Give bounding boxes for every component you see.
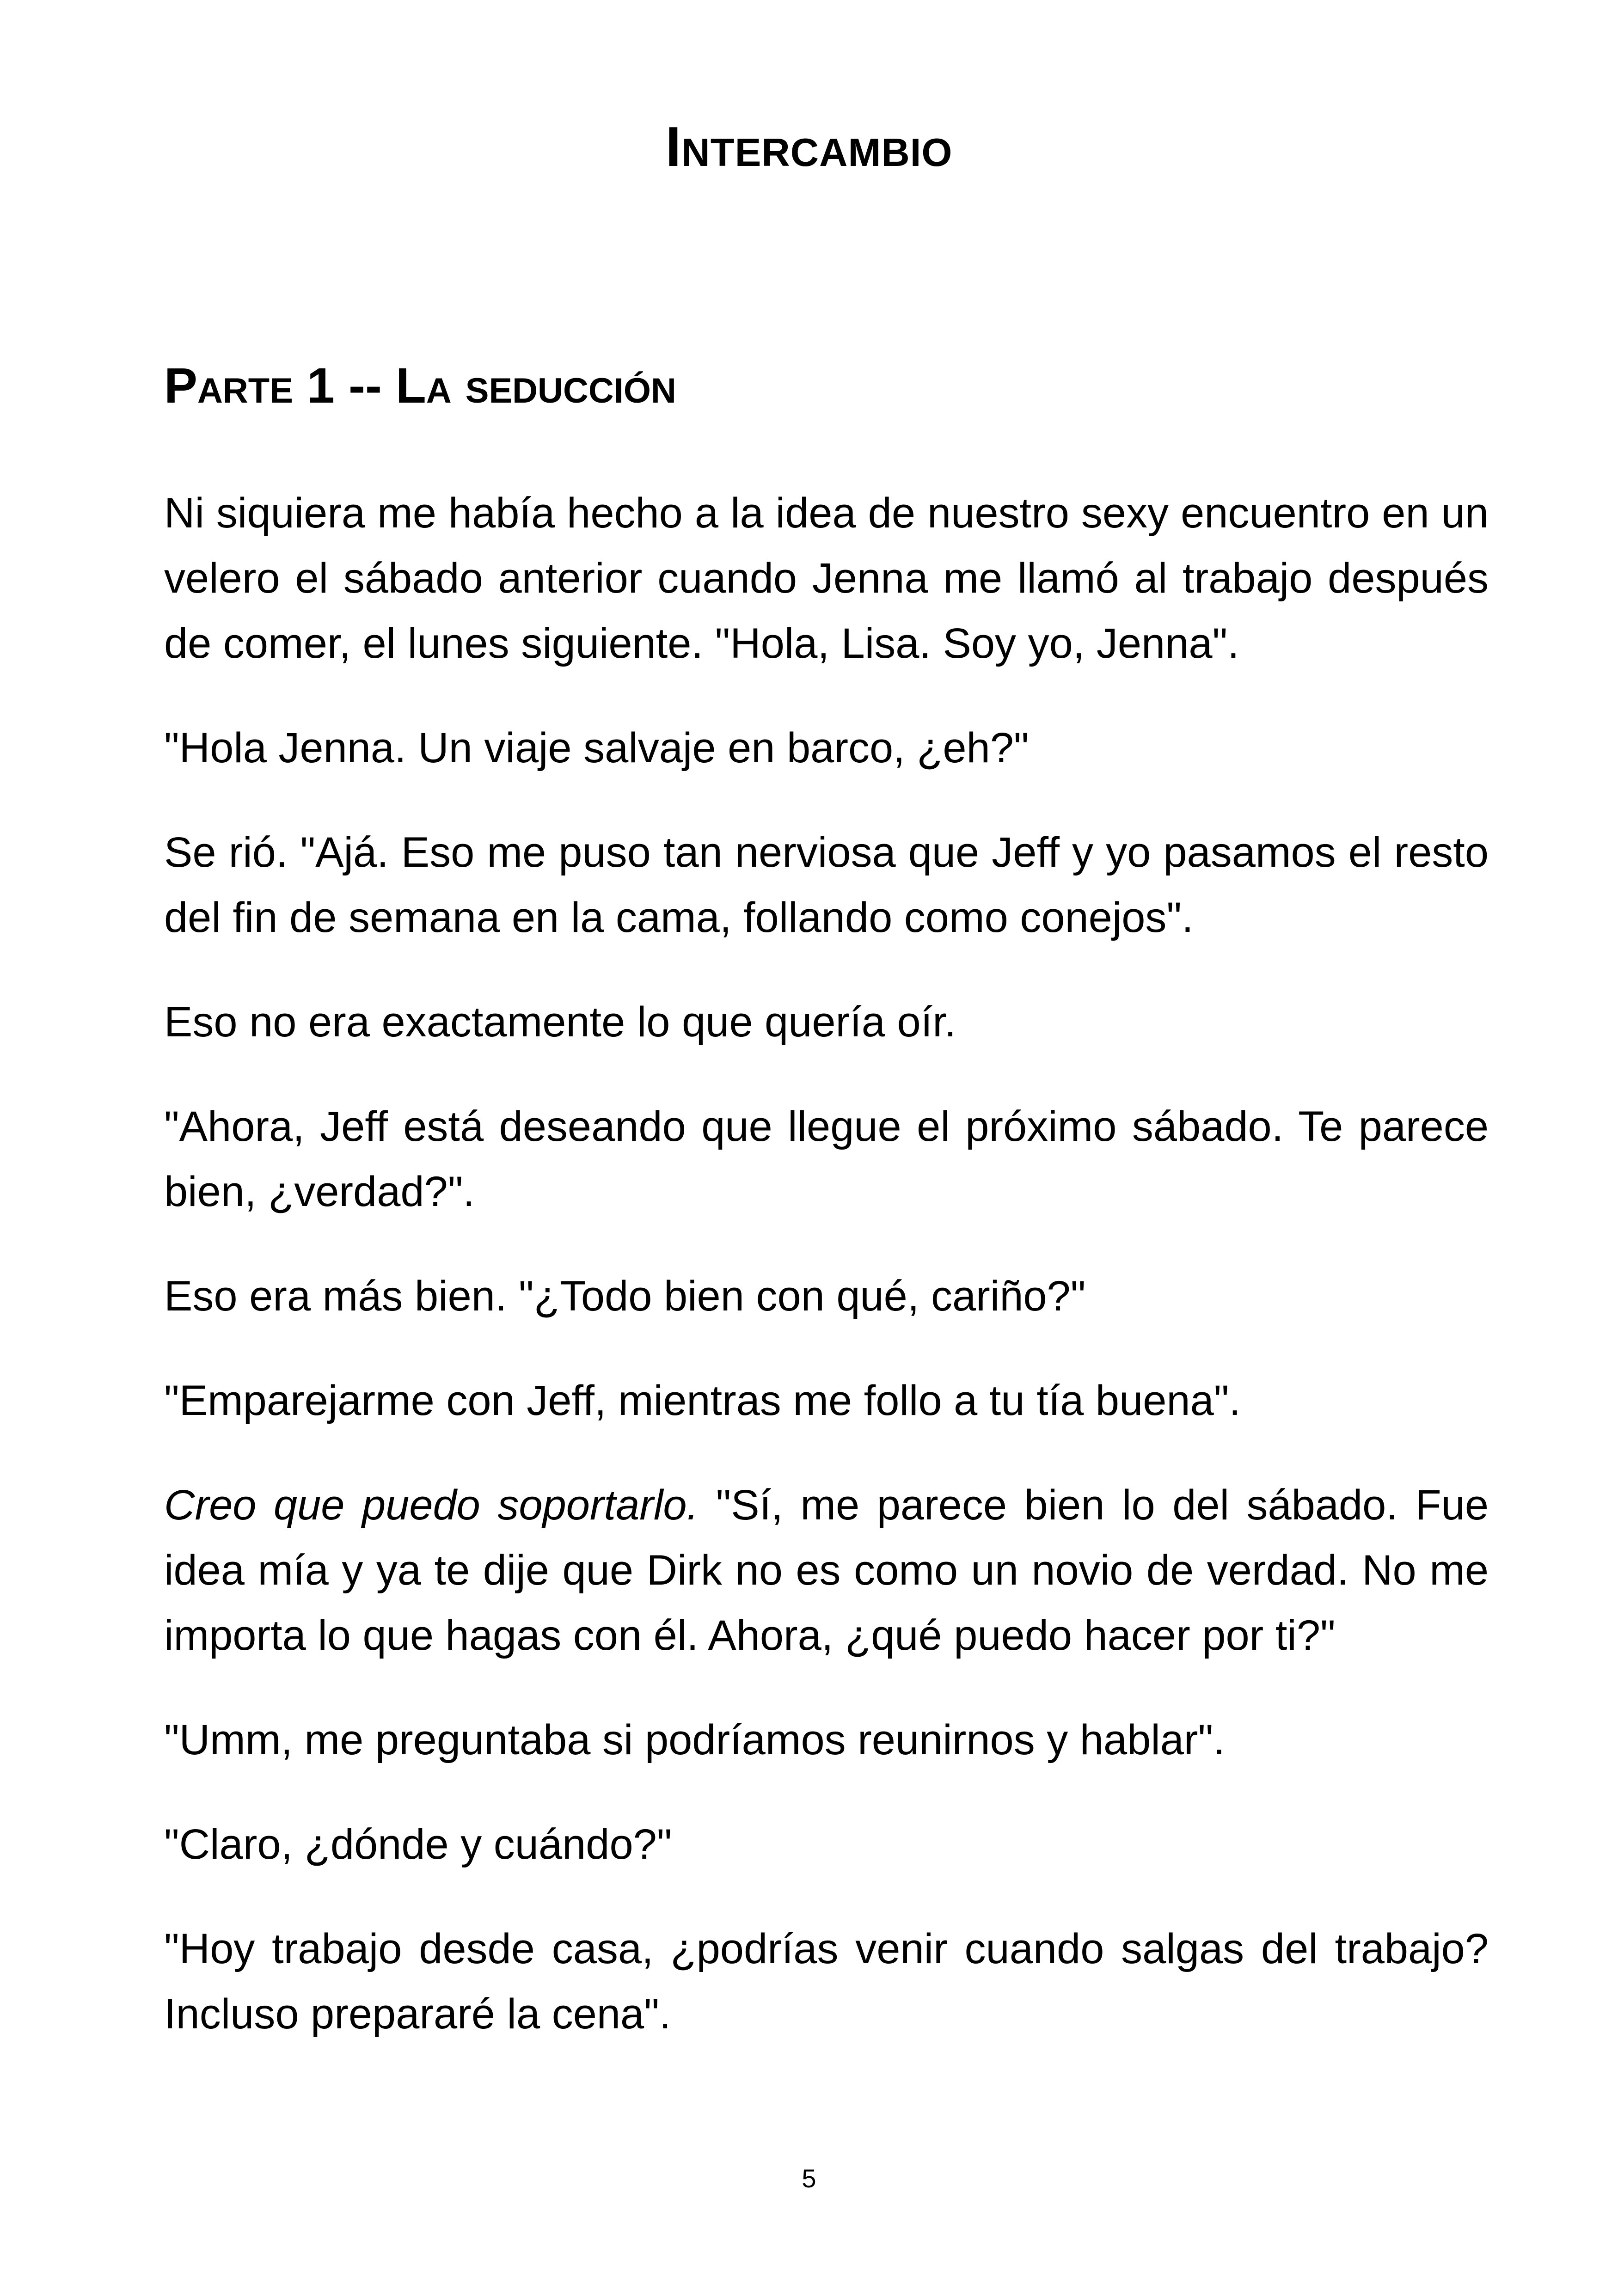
paragraph-4: Eso no era exactamente lo que quería oír.: [164, 998, 956, 1046]
paragraph-6: Eso era más bien. "¿Todo bien con qué, cariño?": [164, 1273, 1086, 1320]
paragraph-8: Creo que puedo soportarlo. "Sí, me parece bien lo del sábado. Fue idea mía y ya te dije que Dirk no es como un novio de verdad. No me importa lo que hagas con él. Ahora, ¿qué puedo hacer por ti?": [164, 1482, 1489, 1659]
italic-thought: Creo que puedo soportarlo.: [164, 1482, 699, 1529]
paragraph-11: "Hoy trabajo desde casa, ¿podrías venir cuando salgas del trabajo? Incluso prepararé la cena".: [164, 1925, 1489, 2038]
paragraph-2: "Hola Jenna. Un viaje salvaje en barco, ¿eh?": [164, 724, 1029, 771]
book-title: Intercambio: [665, 115, 953, 178]
paragraph-3: Se rió. "Ajá. Eso me puso tan nerviosa que Jeff y yo pasamos el resto del fin de semana en la cama, follando como conejos".: [164, 829, 1489, 941]
paragraph-9: "Umm, me preguntaba si podríamos reunirnos y hablar".: [164, 1716, 1225, 1763]
paragraph-5: "Ahora, Jeff está deseando que llegue el próximo sábado. Te parece bien, ¿verdad?".: [164, 1103, 1489, 1215]
paragraph-1: Ni siquiera me había hecho a la idea de nuestro sexy encuentro en un velero el sábado anterior cuando Jenna me llamó al trabajo después de comer, el lunes siguiente. "Hola, Lisa. Soy yo, Jenna".: [164, 490, 1489, 667]
paragraph-10: "Claro, ¿dónde y cuándo?": [164, 1821, 672, 1868]
paragraph-7: "Emparejarme con Jeff, mientras me follo a tu tía buena".: [164, 1377, 1241, 1424]
body-text: [164, 481, 1489, 2086]
page-number: 5: [802, 2164, 816, 2193]
chapter-title: Parte 1 -- La seducción: [164, 357, 676, 413]
